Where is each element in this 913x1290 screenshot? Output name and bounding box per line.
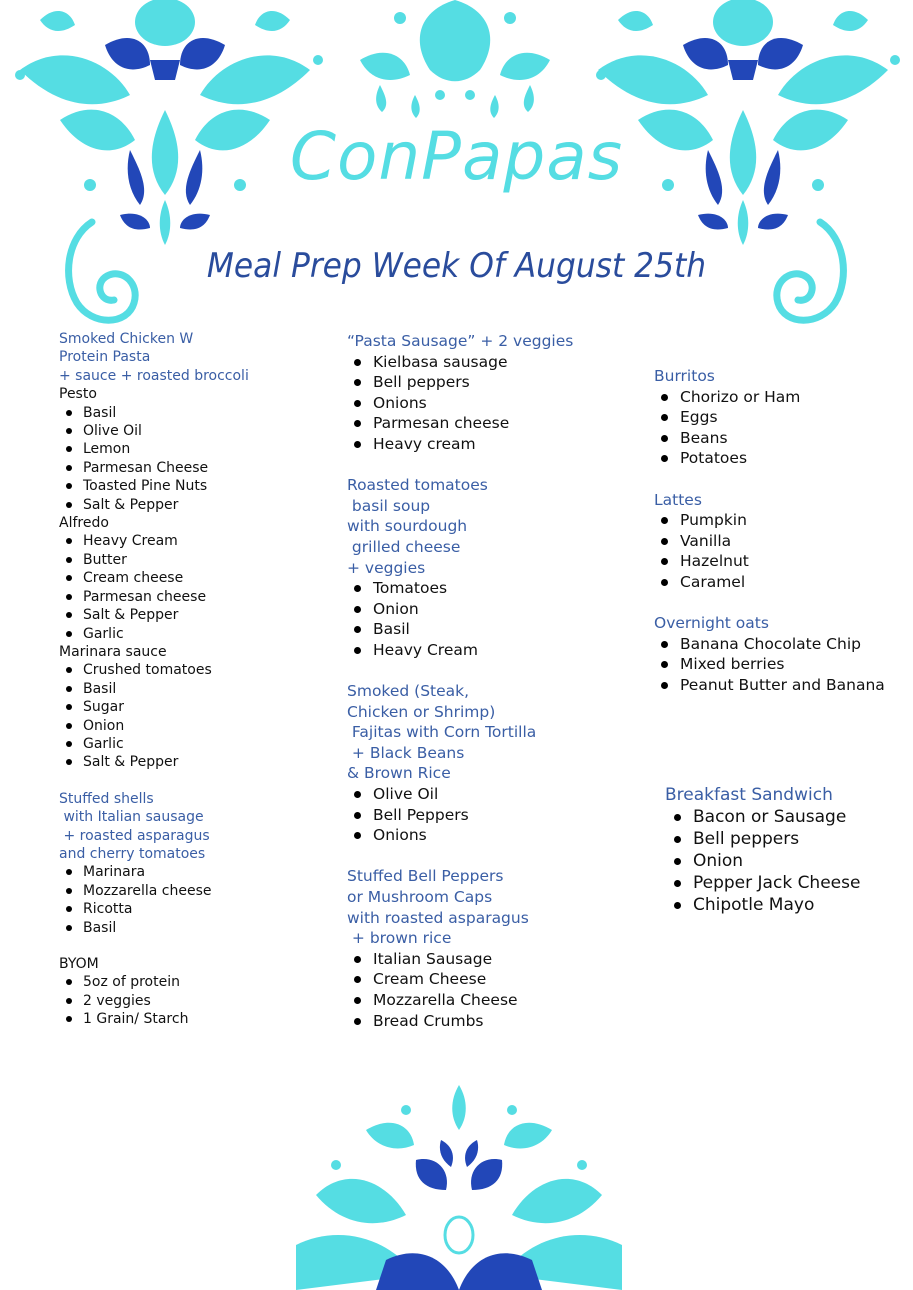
- list-item: Kielbasa sausage: [373, 352, 647, 373]
- ingredient-list: [665, 806, 905, 916]
- menu-column-2: [347, 331, 647, 1031]
- list-item: Mozzarella cheese: [83, 882, 319, 900]
- list-item: Olive Oil: [373, 784, 647, 805]
- meal-heading: grilled cheese: [347, 537, 461, 556]
- list-item: Onions: [373, 825, 647, 846]
- ingredient-list: [654, 510, 904, 592]
- ingredient-list: [347, 352, 647, 455]
- list-item: Parmesan cheese: [373, 413, 647, 434]
- list-item: Bell peppers: [693, 828, 905, 850]
- ingredient-list: [347, 784, 647, 846]
- top-center-flower-ornament: [340, 0, 570, 120]
- list-item: Basil: [83, 404, 319, 422]
- meal-heading: with roasted asparagus: [347, 908, 529, 927]
- sauce-label: Pesto: [59, 386, 97, 403]
- meal-heading: + Black Beans: [347, 743, 465, 762]
- list-item: Heavy Cream: [83, 532, 319, 550]
- list-item: Salt & Pepper: [83, 606, 319, 624]
- meal-heading: “Pasta Sausage” + 2 veggies: [347, 332, 574, 350]
- list-item: Olive Oil: [83, 422, 319, 440]
- list-item: Bread Crumbs: [373, 1011, 647, 1032]
- meal-heading: & Brown Rice: [347, 764, 451, 783]
- ingredient-list: [654, 634, 904, 696]
- meal-heading: Overnight oats: [654, 614, 769, 633]
- bottom-bird-ornament: [296, 1085, 622, 1290]
- meal-heading: Protein Pasta: [59, 349, 151, 366]
- list-item: Italian Sausage: [373, 949, 647, 970]
- meal-heading: Stuffed shells: [59, 790, 154, 807]
- list-item: Salt & Pepper: [83, 753, 319, 771]
- list-item: Hazelnut: [680, 551, 904, 572]
- meal-heading: + roasted asparagus: [59, 827, 210, 844]
- meal-heading: Smoked Chicken W: [59, 331, 194, 347]
- meal-heading: with sourdough: [347, 517, 468, 536]
- ingredient-list: [654, 387, 904, 469]
- page-title: ConPapas: [289, 118, 624, 195]
- meal-heading: Stuffed Bell Peppers: [347, 867, 504, 886]
- meal-heading: Smoked (Steak,: [347, 682, 470, 701]
- list-item: 2 veggies: [83, 992, 319, 1010]
- list-item: Ricotta: [83, 900, 319, 918]
- list-item: Parmesan cheese: [83, 588, 319, 606]
- list-item: Cream Cheese: [373, 969, 647, 990]
- list-item: Basil: [373, 619, 647, 640]
- list-item: Vanilla: [680, 531, 904, 552]
- sauce-label: Alfredo: [59, 515, 109, 532]
- ingredient-list: [59, 532, 319, 642]
- byom-label: BYOM: [59, 956, 99, 972]
- list-item: Basil: [83, 919, 319, 937]
- ingredient-list: [59, 404, 319, 514]
- breakfast-sandwich-section: [665, 784, 905, 916]
- list-item: Mozzarella Cheese: [373, 990, 647, 1011]
- list-item: Salt & Pepper: [83, 496, 319, 514]
- ingredient-list: [347, 949, 647, 1031]
- list-item: Heavy cream: [373, 434, 647, 455]
- meal-heading: + veggies: [347, 558, 426, 577]
- menu-column-1: [59, 330, 319, 1029]
- list-item: Garlic: [83, 735, 319, 753]
- list-item: Onion: [693, 850, 905, 872]
- list-item: Garlic: [83, 625, 319, 643]
- list-item: Lemon: [83, 440, 319, 458]
- list-item: Bacon or Sausage: [693, 806, 905, 828]
- list-item: Sugar: [83, 698, 319, 716]
- list-item: Mixed berries: [680, 654, 904, 675]
- list-item: Caramel: [680, 572, 904, 593]
- ingredient-list: [59, 973, 319, 1028]
- list-item: Onion: [83, 717, 319, 735]
- list-item: Butter: [83, 551, 319, 569]
- meal-heading: Lattes: [654, 490, 702, 509]
- meal-heading: and cherry tomatoes: [59, 845, 206, 862]
- meal-heading: + sauce + roasted broccoli: [59, 367, 249, 384]
- menu-column-3: [654, 366, 904, 696]
- list-item: Basil: [83, 680, 319, 698]
- page-subtitle: Meal Prep Week Of August 25th: [206, 246, 707, 286]
- list-item: Beans: [680, 428, 904, 449]
- meal-heading: Burritos: [654, 367, 715, 385]
- list-item: Crushed tomatoes: [83, 661, 319, 679]
- list-item: Pumpkin: [680, 510, 904, 531]
- list-item: Peanut Butter and Banana: [680, 675, 904, 696]
- list-item: 1 Grain/ Starch: [83, 1010, 319, 1028]
- ingredient-list: [59, 661, 319, 771]
- list-item: Potatoes: [680, 448, 904, 469]
- list-item: Chorizo or Ham: [680, 387, 904, 408]
- list-item: Marinara: [83, 863, 319, 881]
- sauce-label: Marinara sauce: [59, 643, 167, 660]
- list-item: Parmesan Cheese: [83, 459, 319, 477]
- meal-heading: basil soup: [347, 496, 431, 515]
- ingredient-list: [347, 578, 647, 660]
- list-item: Banana Chocolate Chip: [680, 634, 904, 655]
- list-item: 5oz of protein: [83, 973, 319, 991]
- list-item: Pepper Jack Cheese: [693, 872, 905, 894]
- meal-heading: with Italian sausage: [59, 809, 204, 826]
- list-item: Cream cheese: [83, 569, 319, 587]
- list-item: Chipotle Mayo: [693, 894, 905, 916]
- list-item: Bell peppers: [373, 372, 647, 393]
- list-item: Toasted Pine Nuts: [83, 477, 319, 495]
- meal-heading: Chicken or Shrimp): [347, 702, 496, 721]
- list-item: Bell Peppers: [373, 805, 647, 826]
- meal-heading: Roasted tomatoes: [347, 476, 488, 495]
- meal-heading: + brown rice: [347, 929, 452, 948]
- meal-heading: Breakfast Sandwich: [665, 785, 833, 805]
- list-item: Heavy Cream: [373, 640, 647, 661]
- list-item: Tomatoes: [373, 578, 647, 599]
- list-item: Onion: [373, 599, 647, 620]
- list-item: Onions: [373, 393, 647, 414]
- meal-heading: Fajitas with Corn Tortilla: [347, 723, 537, 742]
- ingredient-list: [59, 863, 319, 937]
- list-item: Eggs: [680, 407, 904, 428]
- meal-heading: or Mushroom Caps: [347, 888, 493, 907]
